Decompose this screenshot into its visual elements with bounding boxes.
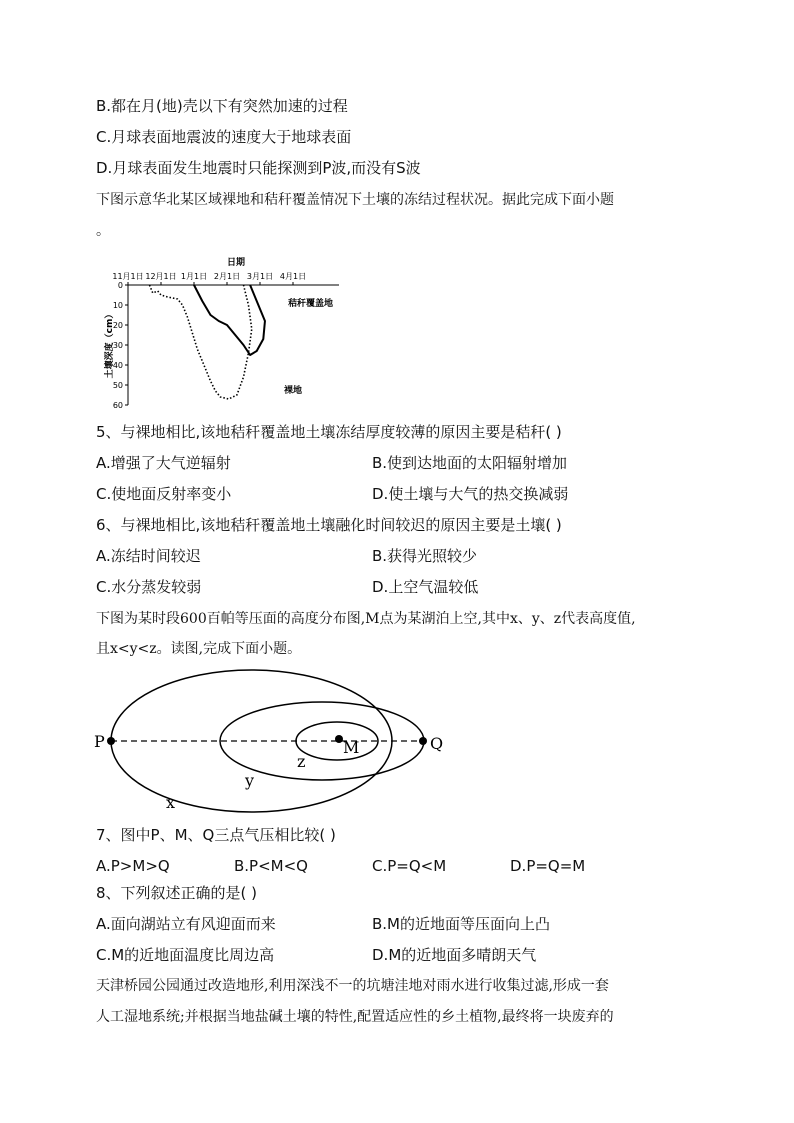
q8-stem: 8、下列叙述正确的是( ) xyxy=(96,884,258,902)
q7-option-d[interactable]: D.P=Q=M xyxy=(510,857,586,875)
q5-stem: 5、与裸地相比,该地秸秆覆盖地土壤冻结厚度较薄的原因主要是秸秆( ) xyxy=(96,423,562,441)
q5-option-c[interactable]: C.使地面反射率变小 xyxy=(96,485,232,503)
intro-text-3a: 天津桥园公园通过改造地形,利用深浅不一的坑塘洼地对雨水进行收集过滤,形成一套 xyxy=(96,978,609,994)
option-b-prev: B.都在月(地)壳以下有突然加速的过程 xyxy=(96,97,348,115)
y-tick-label: 30 xyxy=(112,341,123,350)
q6-option-a[interactable]: A.冻结时间较迟 xyxy=(96,547,201,565)
y-axis-label: 土壤深度（cm） xyxy=(105,309,115,379)
bare-soil-line xyxy=(149,285,251,399)
straw-cover-line xyxy=(194,285,265,355)
y-tick-label: 10 xyxy=(112,301,123,310)
y-tick-label: 50 xyxy=(112,381,123,390)
y-tick-label: 60 xyxy=(112,401,123,410)
intro-text-2b: 且x<y<z。读图,完成下面小题。 xyxy=(96,641,302,657)
q5-option-d[interactable]: D.使土壤与大气的热交换减弱 xyxy=(372,485,569,503)
point-p xyxy=(107,737,115,745)
x-tick-label: 3月1日 xyxy=(246,272,274,281)
y-tick-label: 20 xyxy=(112,321,123,330)
q8-option-d[interactable]: D.M的近地面多晴朗天气 xyxy=(372,946,537,964)
q6-option-c[interactable]: C.水分蒸发较弱 xyxy=(96,578,202,596)
q7-option-a[interactable]: A.P>M>Q xyxy=(96,857,170,875)
q6-option-b[interactable]: B.获得光照较少 xyxy=(372,547,478,565)
q6-option-d[interactable]: D.上空气温较低 xyxy=(372,578,479,596)
legend-straw: 秸秆覆盖地 xyxy=(288,299,334,309)
q7-stem: 7、图中P、M、Q三点气压相比较( ) xyxy=(96,826,336,844)
intro-text-1b: 。 xyxy=(96,223,110,239)
q8-option-a[interactable]: A.面向湖站立有风迎面而来 xyxy=(96,915,276,933)
x-tick-labels xyxy=(112,272,306,285)
x-tick-label: 4月1日 xyxy=(279,272,307,281)
label-q: Q xyxy=(430,734,444,753)
point-q xyxy=(419,737,427,745)
y-tick-labels xyxy=(113,281,128,410)
label-m: M xyxy=(343,738,360,757)
option-c-prev: C.月球表面地震波的速度大于地球表面 xyxy=(96,128,352,146)
intro-text-2a: 下图为某时段600百帕等压面的高度分布图,M点为某湖泊上空,其中x、y、z代表高度值, xyxy=(96,611,636,627)
y-tick-label: 40 xyxy=(112,361,123,370)
option-d-prev: D.月球表面发生地震时只能探测到P波,而没有S波 xyxy=(96,159,421,177)
legend-bare: 裸地 xyxy=(284,386,303,396)
q5-option-a[interactable]: A.增强了大气逆辐射 xyxy=(96,454,231,472)
q8-option-c[interactable]: C.M的近地面温度比周边高 xyxy=(96,946,275,964)
q5-option-b[interactable]: B.使到达地面的太阳辐射增加 xyxy=(372,454,568,472)
isobar-diagram xyxy=(80,665,460,815)
x-tick-label: 2月1日 xyxy=(213,272,241,281)
x-tick-label: 1月1日 xyxy=(180,272,208,281)
label-y: y xyxy=(245,771,255,790)
y-tick-label: 0 xyxy=(117,281,123,290)
q6-stem: 6、与裸地相比,该地秸秆覆盖地土壤融化时间较迟的原因主要是土壤( ) xyxy=(96,516,562,534)
chart-title: 日期 xyxy=(226,258,246,268)
q7-option-b[interactable]: B.P<M<Q xyxy=(234,857,308,875)
soil-freeze-chart xyxy=(94,252,364,414)
q7-option-c[interactable]: C.P=Q<M xyxy=(372,857,447,875)
q8-option-b[interactable]: B.M的近地面等压面向上凸 xyxy=(372,915,551,933)
label-x: x xyxy=(166,793,176,812)
x-tick-label: 12月1日 xyxy=(145,272,177,281)
intro-text-3b: 人工湿地系统;并根据当地盐碱土壤的特性,配置适应性的乡土植物,最终将一块废弃的 xyxy=(96,1009,614,1025)
intro-text-1a: 下图示意华北某区域裸地和秸秆覆盖情况下土壤的冻结过程状况。据此完成下面小题 xyxy=(96,192,614,208)
x-tick-label: 11月1日 xyxy=(112,272,144,281)
label-p: P xyxy=(94,732,105,751)
point-m xyxy=(335,735,343,743)
label-z: z xyxy=(297,752,306,771)
